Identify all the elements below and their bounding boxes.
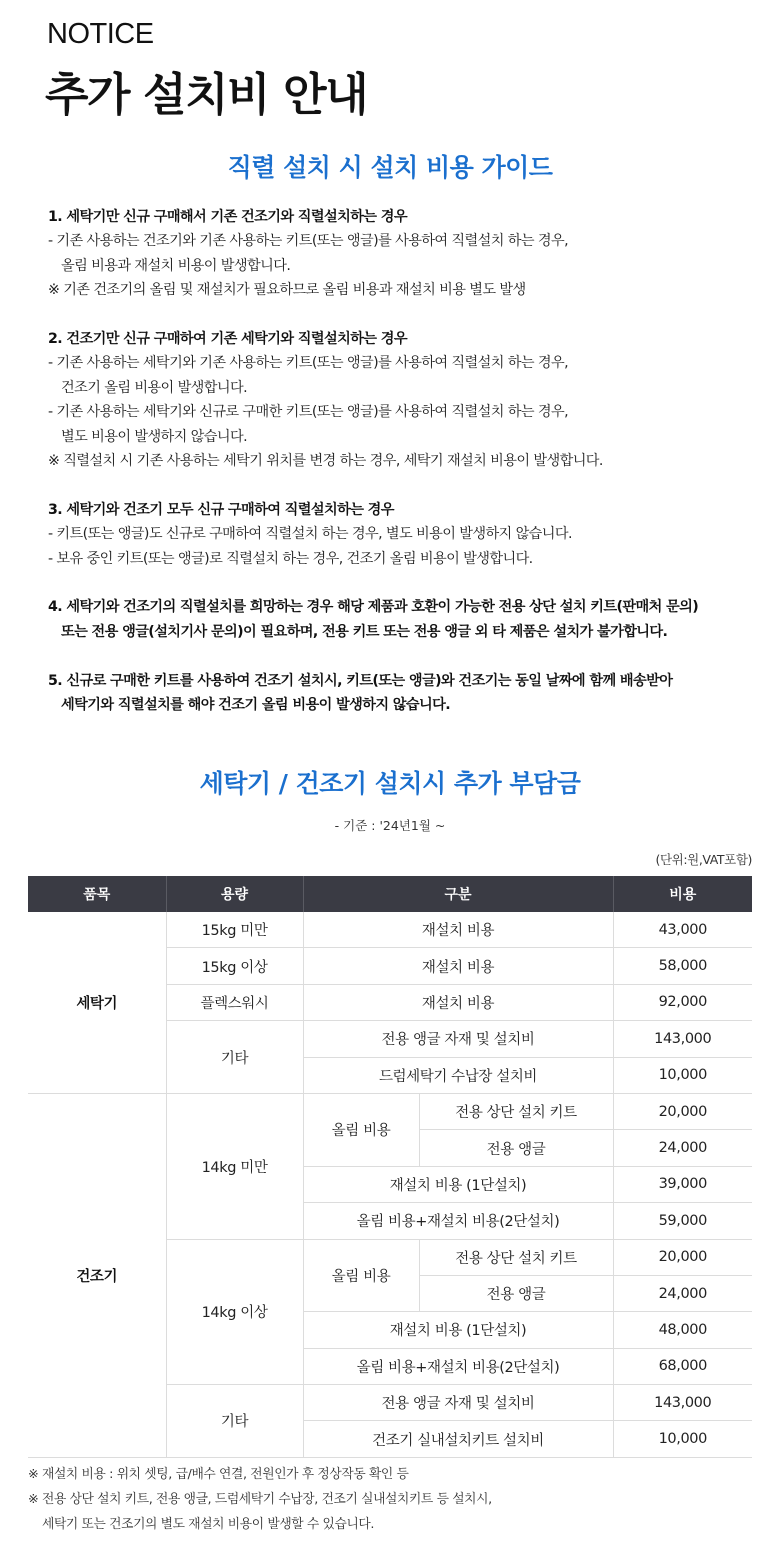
category-cell: 재설치 비용 (1단설치) — [303, 1312, 613, 1348]
item-cell-dryer: 건조기 — [28, 1093, 166, 1457]
category-cell: 전용 상단 설치 키트 — [419, 1093, 613, 1129]
footnote: 세탁기 또는 건조기의 별도 재설치 비용이 발생할 수 있습니다. — [42, 1517, 375, 1532]
footnote: ※ 재설치 비용 : 위치 셋팅, 급/배수 연결, 전원인가 후 정상작동 확인 등 — [28, 1467, 409, 1482]
guide-section-3-title: 3. 세탁기와 건조기 모두 신규 구매하여 직렬설치하는 경우 — [48, 501, 394, 518]
capacity-cell: 기타 — [166, 1021, 303, 1094]
guide-heading: 직렬 설치 시 설치 비용 가이드 — [227, 153, 553, 182]
capacity-cell: 플렉스워시 — [166, 984, 303, 1020]
category-cell: 전용 상단 설치 키트 — [419, 1239, 613, 1275]
guide-section-4-title-cont: 또는 전용 앵글(설치기사 문의)이 필요하며, 전용 키트 또는 전용 앵글 외 타 제품은 설치가 불가합니다. — [61, 623, 668, 640]
footnote: ※ 전용 상단 설치 키트, 전용 앵글, 드럼세탁기 수납장, 건조기 실내설치키트 등 설치시, — [28, 1492, 492, 1507]
cost-cell: 68,000 — [613, 1348, 752, 1384]
cost-cell: 24,000 — [613, 1130, 752, 1166]
guide-line: 별도 비용이 발생하지 않습니다. — [61, 428, 248, 445]
cost-cell: 58,000 — [613, 948, 752, 984]
cost-cell: 20,000 — [613, 1239, 752, 1275]
capacity-cell: 기타 — [166, 1385, 303, 1458]
guide-section-5-title: 5. 신규로 구매한 키트를 사용하여 건조기 설치시, 키트(또는 앵글)와 건조기는 동일 날짜에 함께 배송받아 — [48, 672, 673, 689]
category-cell: 전용 앵글 — [419, 1130, 613, 1166]
column-header-cost: 비용 — [613, 876, 752, 912]
table-row — [28, 912, 752, 948]
guide-section-2-title: 2. 건조기만 신규 구매하여 기존 세탁기와 직렬설치하는 경우 — [48, 331, 407, 348]
lift-cost-label: 올림 비용 — [303, 1093, 419, 1166]
category-cell: 재설치 비용 — [303, 912, 613, 948]
guide-list — [48, 205, 768, 717]
notice-label: NOTICE — [47, 18, 154, 50]
category-cell: 재설치 비용 — [303, 948, 613, 984]
page-title: 추가 설치비 안내 — [45, 68, 368, 121]
cost-cell: 43,000 — [613, 912, 752, 948]
item-cell-washer: 세탁기 — [28, 912, 166, 1093]
fee-table — [28, 876, 752, 1458]
column-header-category: 구분 — [303, 876, 613, 912]
table-header-row — [28, 876, 752, 912]
cost-cell: 39,000 — [613, 1166, 752, 1202]
category-cell: 전용 앵글 자재 및 설치비 — [303, 1021, 613, 1057]
guide-section-4-title: 4. 세탁기와 건조기의 직렬설치를 희망하는 경우 해당 제품과 호환이 가능한 전용 상단 설치 키트(판매처 문의) — [48, 599, 699, 616]
guide-note: ※ 기존 건조기의 올림 및 재설치가 필요하므로 올림 비용과 재설치 비용 별도 발생 — [48, 282, 526, 299]
cost-cell: 48,000 — [613, 1312, 752, 1348]
category-cell: 재설치 비용 (1단설치) — [303, 1166, 613, 1202]
guide-line: - 기존 사용하는 세탁기와 신규로 구매한 키트(또는 앵글)를 사용하여 직렬설치 하는 경우, — [48, 404, 568, 421]
category-cell: 올림 비용+재설치 비용(2단설치) — [303, 1348, 613, 1384]
category-cell: 전용 앵글 자재 및 설치비 — [303, 1385, 613, 1421]
guide-section-5-title-cont: 세탁기와 직렬설치를 해야 건조기 올림 비용이 발생하지 않습니다. — [61, 697, 451, 714]
fee-heading: 세탁기 / 건조기 설치시 추가 부담금 — [199, 769, 581, 798]
cost-cell: 143,000 — [613, 1385, 752, 1421]
guide-line: - 기존 사용하는 건조기와 기존 사용하는 키트(또는 앵글)를 사용하여 직렬설치 하는 경우, — [48, 233, 568, 250]
cost-cell: 143,000 — [613, 1021, 752, 1057]
table-row — [28, 1093, 752, 1129]
lift-cost-label: 올림 비용 — [303, 1239, 419, 1312]
fee-basis-date: - 기준 : '24년1월 ~ — [334, 818, 446, 833]
cost-cell: 20,000 — [613, 1093, 752, 1129]
cost-cell: 10,000 — [613, 1421, 752, 1457]
column-header-item: 품목 — [28, 876, 166, 912]
capacity-cell: 15kg 미만 — [166, 912, 303, 948]
category-cell: 드럼세탁기 수납장 설치비 — [303, 1057, 613, 1093]
category-cell: 건조기 실내설치키트 설치비 — [303, 1421, 613, 1457]
footnotes — [28, 1462, 768, 1537]
capacity-cell: 14kg 이상 — [166, 1239, 303, 1385]
guide-line: - 기존 사용하는 세탁기와 기존 사용하는 키트(또는 앵글)를 사용하여 직렬설치 하는 경우, — [48, 355, 568, 372]
guide-line: 건조기 올림 비용이 발생합니다. — [61, 379, 248, 396]
guide-section-1-title: 1. 세탁기만 신규 구매해서 기존 건조기와 직렬설치하는 경우 — [48, 209, 407, 225]
cost-cell: 92,000 — [613, 984, 752, 1020]
guide-line: 올림 비용과 재설치 비용이 발생합니다. — [61, 257, 291, 274]
capacity-cell: 14kg 미만 — [166, 1093, 303, 1239]
guide-line: - 보유 중인 키트(또는 앵글)로 직렬설치 하는 경우, 건조기 올림 비용이 발생합니다. — [48, 550, 533, 567]
guide-line: - 키트(또는 앵글)도 신규로 구매하여 직렬설치 하는 경우, 별도 비용이 발생하지 않습니다. — [48, 526, 572, 543]
category-cell: 전용 앵글 — [419, 1275, 613, 1311]
category-cell: 재설치 비용 — [303, 984, 613, 1020]
cost-cell: 10,000 — [613, 1057, 752, 1093]
fee-unit-note: (단위:원,VAT포함) — [655, 852, 752, 867]
cost-cell: 59,000 — [613, 1203, 752, 1239]
capacity-cell: 15kg 이상 — [166, 948, 303, 984]
column-header-capacity: 용량 — [166, 876, 303, 912]
cost-cell: 24,000 — [613, 1275, 752, 1311]
category-cell: 올림 비용+재설치 비용(2단설치) — [303, 1203, 613, 1239]
guide-note: ※ 직렬설치 시 기존 사용하는 세탁기 위치를 변경 하는 경우, 세탁기 재설치 비용이 발생합니다. — [48, 453, 603, 470]
